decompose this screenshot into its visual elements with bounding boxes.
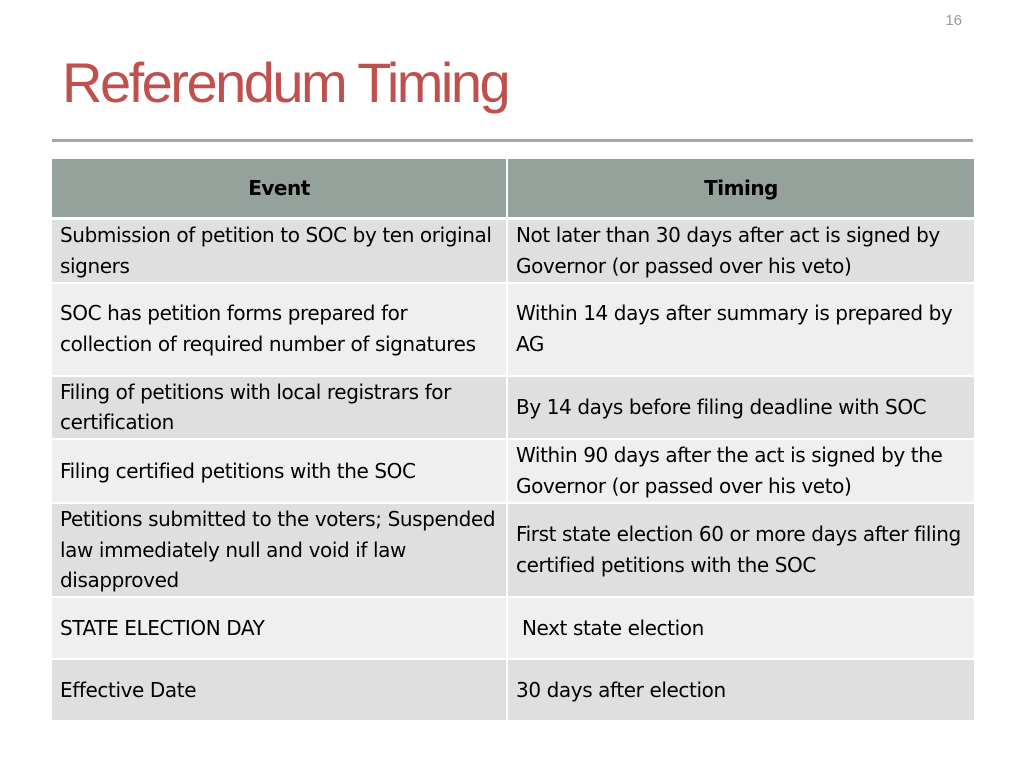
table-row: [52, 659, 974, 721]
page-number: 16: [945, 12, 962, 29]
title-divider: [52, 139, 973, 142]
event-cell: Submission of petition to SOC by ten original signers: [52, 219, 507, 283]
event-cell: Filing of petitions with local registrars for certification: [52, 376, 507, 440]
event-cell: Petitions submitted to the voters; Suspended law immediately null and void if law disapproved: [52, 503, 507, 597]
event-cell: SOC has petition forms prepared for collection of required number of signatures: [52, 283, 507, 376]
timing-cell: 30 days after election: [507, 659, 974, 721]
slide-title: Referendum Timing: [62, 51, 509, 114]
timing-cell: By 14 days before filing deadline with SOC: [507, 376, 974, 440]
timing-cell: Within 14 days after summary is prepared by AG: [507, 283, 974, 376]
event-cell: Effective Date: [52, 659, 507, 721]
table-row: [52, 376, 974, 440]
column-header-timing: Timing: [507, 159, 974, 219]
table-row: [52, 439, 974, 503]
timing-cell: First state election 60 or more days after filing certified petitions with the SOC: [507, 503, 974, 597]
column-header-event: Event: [52, 159, 507, 219]
table-row: [52, 283, 974, 376]
event-cell: Filing certified petitions with the SOC: [52, 439, 507, 503]
table-row: [52, 219, 974, 283]
referendum-timing-table: [52, 159, 974, 722]
event-cell: STATE ELECTION DAY: [52, 597, 507, 659]
table-header-row: [52, 159, 974, 219]
table-row: [52, 597, 974, 659]
timing-cell: Next state election: [507, 597, 974, 659]
timing-cell: Within 90 days after the act is signed by the Governor (or passed over his veto): [507, 439, 974, 503]
table-row: [52, 503, 974, 597]
timing-cell: Not later than 30 days after act is signed by Governor (or passed over his veto): [507, 219, 974, 283]
